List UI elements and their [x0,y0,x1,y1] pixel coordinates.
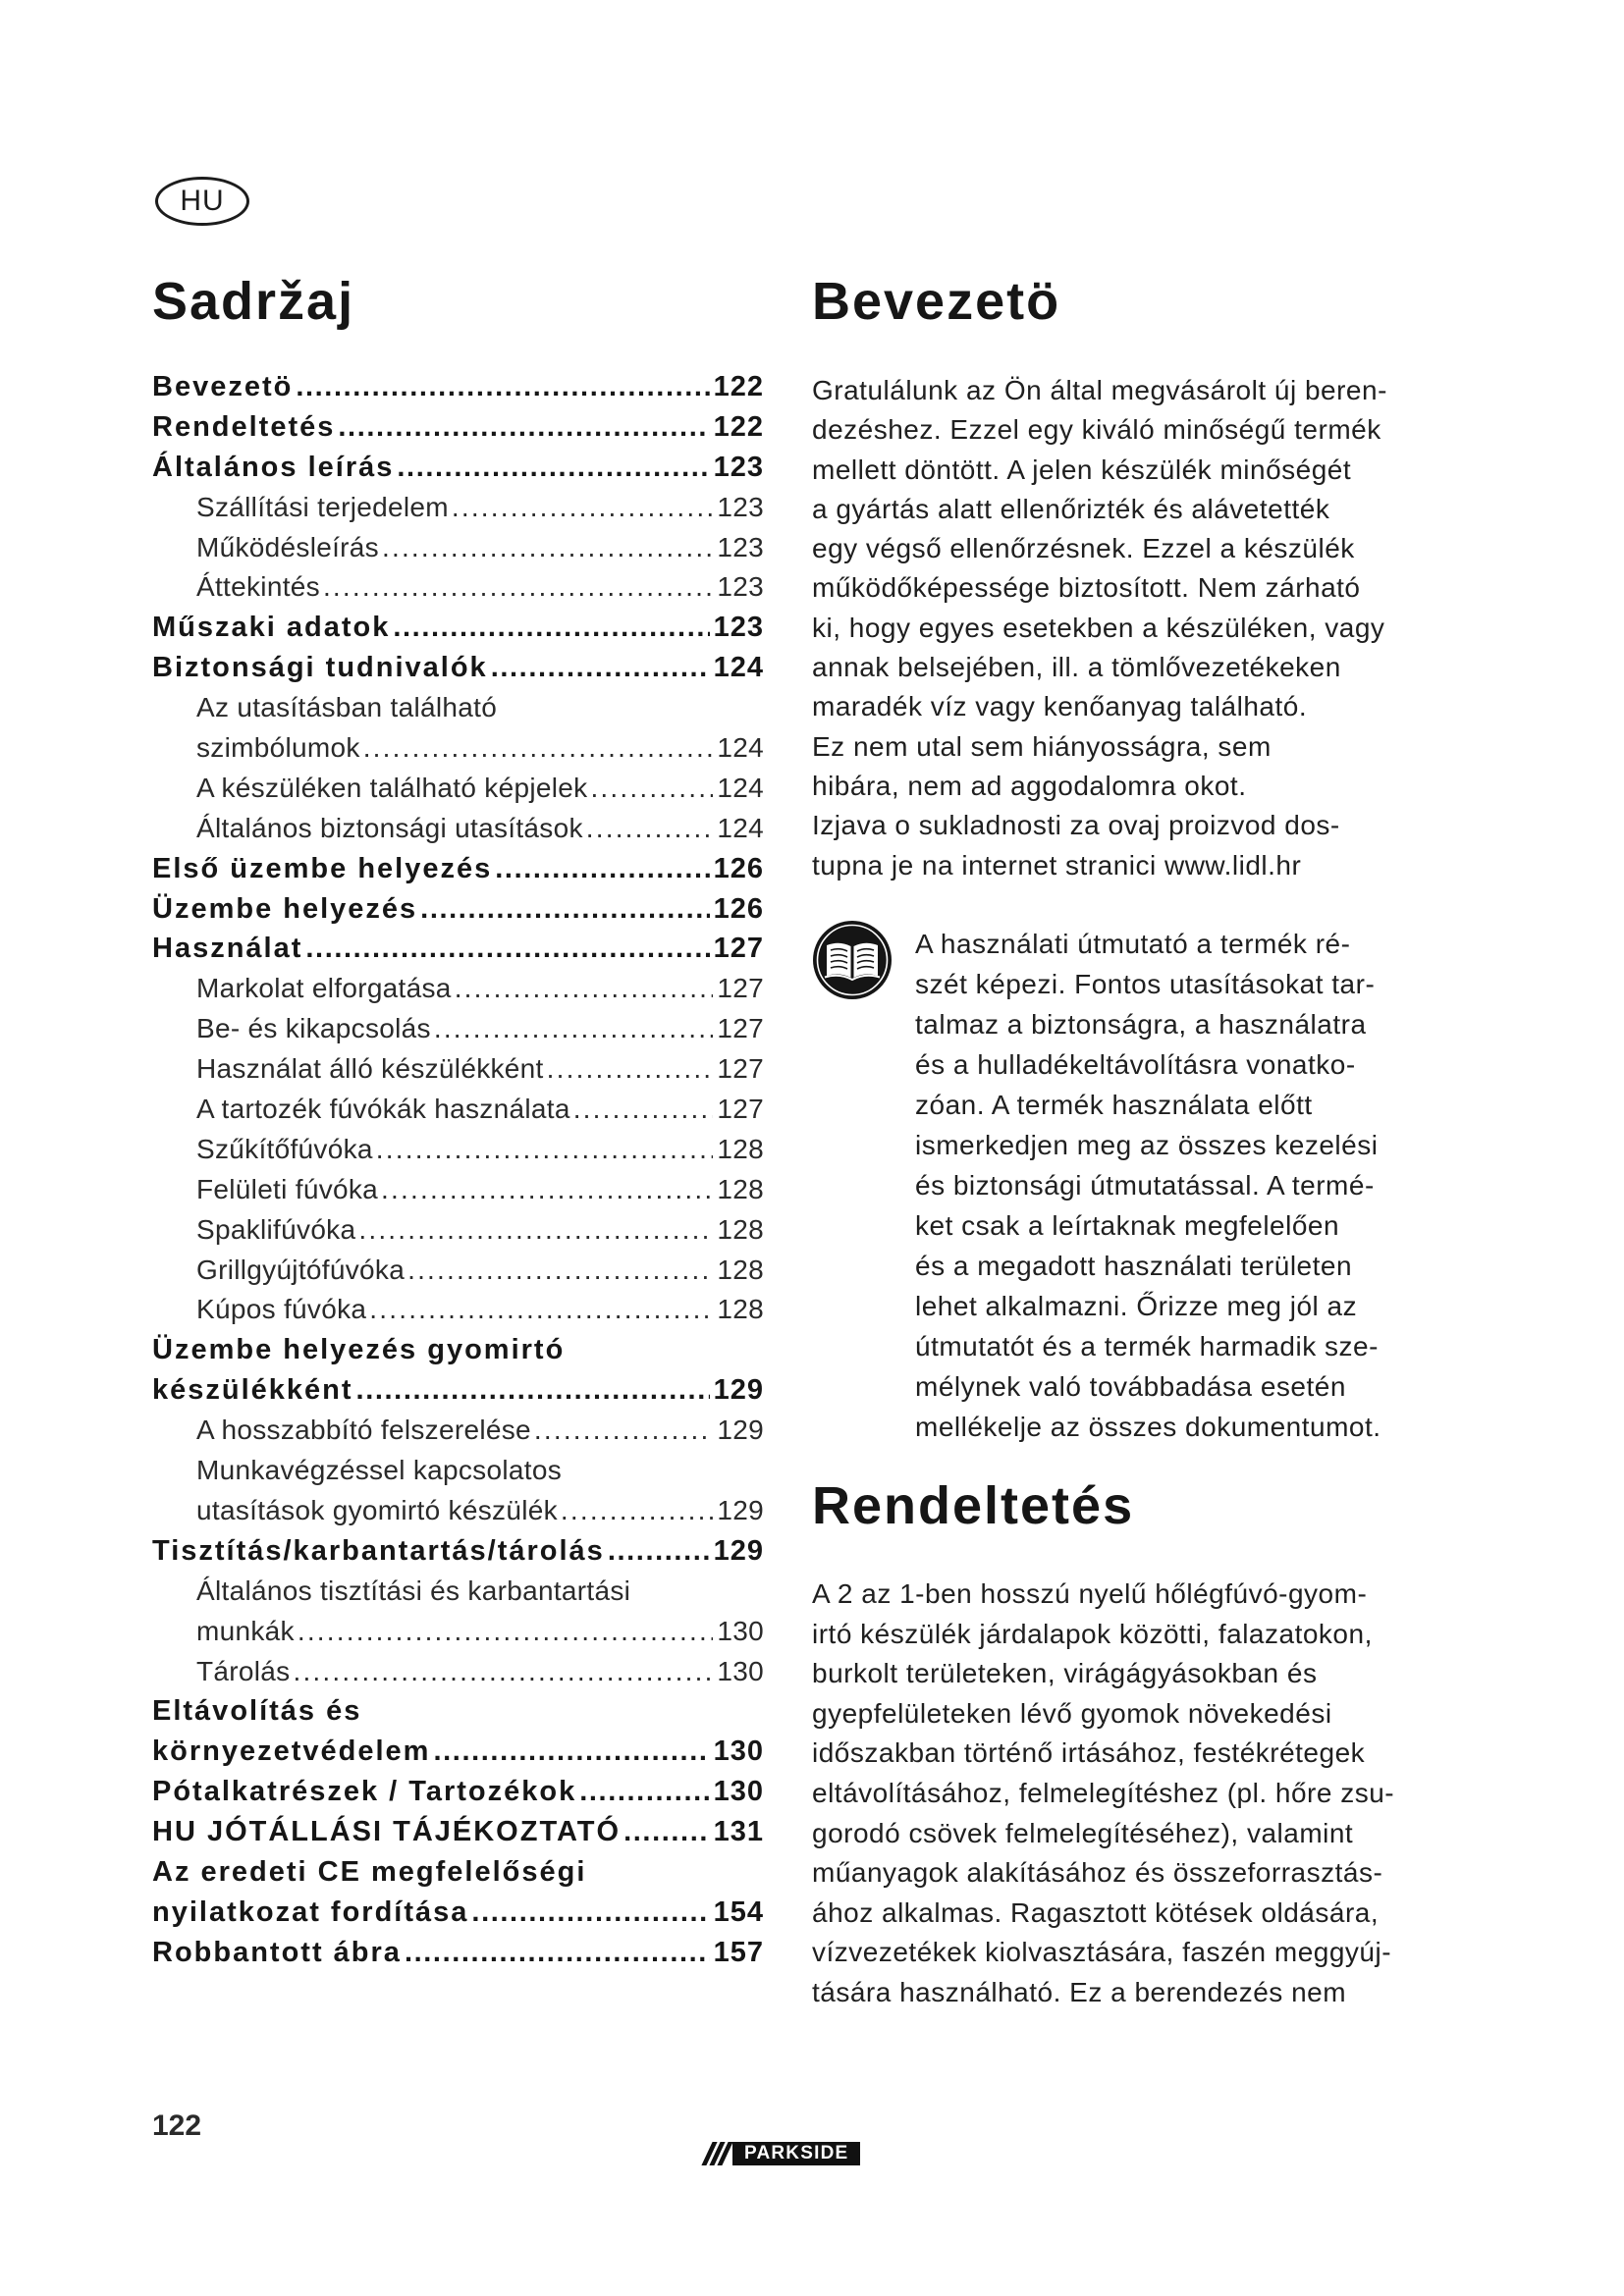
toc-subentry-label: Munkavégzéssel kapcsolatos [196,1455,562,1486]
toc-subentry-label: Tárolás [196,1655,291,1686]
toc-subentry-page: 127 [717,1013,764,1044]
text-line: tupna je na internet stranici www.lidl.hr [812,849,1302,881]
dot-leader [544,1049,714,1090]
toc-subentry-page: 123 [717,531,764,562]
text-line: és biztonsági útmutatással. A termé- [915,1170,1375,1201]
toc-subentry-page: 129 [717,1415,764,1446]
section-title-introduction: Bevezetö [812,272,1061,331]
toc-entry-page: 127 [713,933,764,965]
text-line: mellett döntött. A jelen készülék minőségét [812,454,1352,485]
dot-leader [492,849,709,889]
text-line: ki, hogy egyes esetekben a készüléken, vagy [812,612,1385,643]
text-line: mellékelje az összes dokumentumot. [915,1412,1381,1442]
dot-leader [583,809,714,849]
toc-section [152,1330,764,1530]
dot-leader [531,1411,713,1451]
toc-entry-page: 122 [713,371,764,402]
text-line: Izjava o sukladnosti za ovaj proizvod dos- [812,810,1340,841]
dot-leader [366,1290,713,1330]
text-line: működőképessége biztosított. Nem zárható [812,572,1361,604]
toc-entry-page: 129 [713,1534,764,1567]
toc-entry-page: 126 [713,852,764,884]
toc-section [152,1933,764,1973]
text-line: gyepfelületeken lévő gyomok növekedési [812,1697,1332,1729]
toc-section [152,448,764,609]
toc-entry-page: 124 [713,652,764,684]
toc-subentry-label: Működésleírás [196,531,379,562]
toc-entry-page: 130 [713,1735,764,1768]
language-badge: HU [155,177,249,226]
toc-entry [152,1691,764,1732]
toc-subentry [152,528,764,568]
introduction-paragraph [812,371,1387,885]
toc-section [152,849,764,889]
toc-entry [152,1330,764,1370]
toc-subentry-page: 127 [717,1094,764,1125]
dot-leader [390,608,709,648]
toc-subentry-label: A készüléken található képjelek [196,772,588,803]
dot-leader [394,448,709,488]
toc-entry-label-continued: nyilatkozat fordítása [152,1896,469,1928]
dot-leader [587,769,713,809]
dot-leader [320,567,713,608]
toc-subentry-page: 123 [717,571,764,603]
toc-section [152,1691,764,1772]
dot-leader [452,969,714,1009]
text-line: vízvezetékek kiolvasztására, faszén meggyúj- [812,1937,1392,1968]
toc-section [152,1812,764,1852]
toc-entry-label: Az eredeti CE megfelelőségi [152,1855,587,1888]
toc-section [152,1772,764,1812]
dot-leader [621,1812,710,1852]
dot-leader [353,1370,710,1411]
toc-section [152,1531,764,1692]
toc-section [152,889,764,930]
toc-subentry-label: Be- és kikapcsolás [196,1013,431,1044]
toc-entry-page: 154 [713,1896,764,1928]
text-line: tására használható. Ez a berendezés nem [812,1976,1347,2007]
toc-entry [152,849,764,889]
toc-entry [152,1852,764,1893]
toc-subentry [152,1210,764,1251]
toc-entry [152,1933,764,1973]
toc-subentry [152,567,764,608]
toc-subentry-page: 128 [717,1294,764,1325]
dot-leader [293,367,709,407]
toc-subentry-label-continued: utasítások gyomirtó készülék [196,1494,558,1525]
toc-entry-label: Üzembe helyezés gyomirtó [152,1334,566,1366]
logo-slashes [703,2142,732,2165]
text-line: a gyártás alatt ellenőrizték és alávetették [812,493,1330,524]
dot-leader [295,1612,714,1652]
toc-entry-page: 157 [713,1936,764,1968]
toc-subentry [152,728,764,769]
toc-subentry-label: Felületi fúvóka [196,1173,379,1204]
dot-leader [488,648,710,688]
toc-entry [152,1370,764,1411]
dot-leader [576,1772,709,1812]
toc-subentry-label: Általános biztonsági utasítások [196,812,583,843]
toc-subentry-label: Grillgyújtófúvóka [196,1254,406,1285]
toc-subentry-page: 130 [717,1615,764,1646]
toc-subentry-page: 129 [717,1494,764,1525]
toc-subentry-label: A hosszabbító felszerelése [196,1415,531,1446]
toc-entry-label: HU JÓTÁLLÁSI TÁJÉKOZTATÓ [152,1816,622,1848]
toc-subentry [152,1251,764,1291]
toc-subentry [152,1290,764,1330]
text-line: egy végső ellenőrzésnek. Ezzel a készülék [812,533,1355,564]
toc-subentry-label: Használat álló készülékként [196,1053,544,1085]
toc-entry [152,648,764,688]
toc-entry [152,1772,764,1812]
toc-subentry [152,809,764,849]
toc-subentry-label-continued: szimbólumok [196,732,360,764]
text-line: és a megadott használati területen [915,1251,1353,1281]
toc-subentry-label: A tartozék fúvókák használata [196,1094,570,1125]
toc-entry [152,889,764,930]
toc-entry-page: 126 [713,892,764,925]
dot-leader [431,1009,714,1049]
text-line: időszakban történő irtásához, festékrétegek [812,1737,1366,1769]
dot-leader [378,1170,713,1210]
toc-entry-label: Általános leírás [152,451,395,483]
toc-subentry [152,769,764,809]
dot-leader [558,1491,713,1531]
toc-subentry-label: Általános tisztítási és karbantartási [196,1575,631,1606]
toc-section [152,1852,764,1933]
toc-entry-label-continued: környezetvédelem [152,1735,431,1768]
toc-section [152,608,764,648]
toc-entry-page: 130 [713,1776,764,1808]
toc-subentry-page: 127 [717,973,764,1004]
toc-subentry-label: Spaklifúvóka [196,1213,356,1245]
toc-entry-page: 123 [713,451,764,483]
page-number: 122 [152,2109,202,2142]
toc-subentry [152,1451,764,1491]
text-line: gorodó csövek felmelegítéséhez), valamint [812,1817,1354,1848]
toc-subentry [152,1170,764,1210]
dot-leader [335,407,709,448]
toc-entry [152,1812,764,1852]
toc-section [152,367,764,407]
toc-subentry [152,1652,764,1692]
text-line: irtó készülék járdalapok közötti, falazatokon, [812,1618,1373,1649]
dot-leader [605,1531,710,1572]
section-title-intended-use: Rendeltetés [812,1476,1135,1535]
text-line: Ez nem utal sem hiányosságra, sem [812,730,1272,762]
dot-leader [468,1893,709,1933]
toc-subentry-page: 128 [717,1213,764,1245]
table-of-contents [152,367,764,1973]
toc-entry-label: Eltávolítás és [152,1695,362,1728]
toc-subentry [152,1572,764,1612]
toc-entry [152,407,764,448]
toc-subentry-label-continued: munkák [196,1615,295,1646]
manual-note [915,924,1381,1447]
toc-entry-label: Rendeltetés [152,410,336,443]
toc-subentry-page: 127 [717,1053,764,1085]
toc-subentry-page: 124 [717,772,764,803]
logo-wordmark: PARKSIDE [732,2142,860,2165]
toc-subentry [152,969,764,1009]
toc-entry-page: 131 [713,1816,764,1848]
toc-subentry-page: 130 [717,1655,764,1686]
toc-subentry [152,1049,764,1090]
toc-subentry [152,688,764,728]
text-line: mélynek való továbbadása esetén [915,1371,1346,1402]
dot-leader [302,929,709,969]
toc-title: Sadržaj [152,272,355,331]
text-line: burkolt területeken, virágágyásokban és [812,1658,1318,1689]
book-icon [812,920,893,1000]
text-line: A használati útmutató a termék ré- [915,929,1351,959]
toc-entry-label: Bevezetö [152,371,294,402]
toc-entry-page: 129 [713,1374,764,1407]
dot-leader [402,1933,710,1973]
text-line: műanyagok alakításához és összeforrasztás- [812,1857,1383,1889]
text-line: talmaz a biztonságra, a használatra [915,1009,1367,1040]
toc-subentry-label: Kúpos fúvóka [196,1294,367,1325]
toc-entry [152,1893,764,1933]
dot-leader [373,1130,714,1170]
text-line: zóan. A termék használata előtt [915,1090,1313,1120]
dot-leader [430,1732,709,1772]
text-line: és a hulladékeltávolításra vonatko- [915,1049,1356,1080]
toc-subentry [152,1411,764,1451]
toc-entry-label: Használat [152,933,303,965]
toc-entry-label-continued: készülékként [152,1374,353,1407]
toc-section [152,929,764,1330]
toc-entry-label: Üzembe helyezés [152,892,418,925]
text-line: hibára, nem ad aggodalomra okot. [812,770,1247,801]
text-line: dezéshez. Ezzel egy kiváló minőségű termék [812,414,1381,446]
toc-section [152,407,764,448]
text-line: lehet alkalmazni. Őrizze meg jól az [915,1291,1358,1321]
toc-subentry-page: 128 [717,1254,764,1285]
toc-subentry-page: 124 [717,732,764,764]
toc-subentry [152,1491,764,1531]
toc-entry-label: Robbantott ábra [152,1936,402,1968]
toc-entry-page: 123 [713,612,764,644]
toc-entry-label: Biztonsági tudnivalók [152,652,488,684]
toc-entry [152,1732,764,1772]
toc-entry-page: 122 [713,410,764,443]
intended-use-paragraph [812,1575,1394,2013]
dot-leader [290,1652,713,1692]
toc-subentry [152,1009,764,1049]
toc-subentry [152,1090,764,1130]
toc-entry [152,367,764,407]
toc-subentry-page: 123 [717,491,764,522]
toc-subentry [152,1130,764,1170]
text-line: maradék víz vagy kenőanyag található. [812,691,1308,722]
toc-subentry [152,1612,764,1652]
dot-leader [417,889,709,930]
toc-subentry-page: 124 [717,812,764,843]
text-line: ismerkedjen meg az összes kezelési [915,1130,1379,1160]
dot-leader [355,1210,713,1251]
dot-leader [360,728,714,769]
text-line: ket csak a leírtaknak megfelelően [915,1210,1340,1241]
toc-subentry-label: Az utasításban található [196,692,498,723]
toc-entry [152,929,764,969]
toc-entry [152,1531,764,1572]
toc-entry-label: Első üzembe helyezés [152,852,493,884]
text-line: szét képezi. Fontos utasításokat tar- [915,969,1376,999]
toc-subentry-label: Szállítási terjedelem [196,491,449,522]
toc-subentry-label: Áttekintés [196,571,320,603]
parkside-logo [703,2142,860,2165]
toc-entry-label: Tisztítás/karbantartás/tárolás [152,1534,605,1567]
text-line: A 2 az 1-ben hosszú nyelű hőlégfúvó-gyom- [812,1578,1368,1609]
toc-subentry-page: 128 [717,1133,764,1164]
toc-subentry-label: Markolat elforgatása [196,973,452,1004]
toc-entry-label: Pótalkatrészek / Tartozékok [152,1776,577,1808]
toc-entry-label: Műszaki adatok [152,612,391,644]
dot-leader [405,1251,713,1291]
text-line: ához alkalmas. Ragasztott kötések oldására, [812,1896,1380,1928]
text-line: eltávolításához, felmelegítéshez (pl. hőre zsu- [812,1777,1395,1808]
dot-leader [379,528,713,568]
text-line: Gratulálunk az Ön által megvásárolt új beren- [812,375,1387,405]
text-line: annak belsejében, ill. a tömlővezetékeken [812,652,1341,683]
dot-leader [449,488,714,528]
toc-subentry [152,488,764,528]
toc-subentry-page: 128 [717,1173,764,1204]
toc-entry [152,448,764,488]
toc-entry [152,608,764,648]
toc-subentry-label: Szűkítőfúvóka [196,1133,373,1164]
dot-leader [570,1090,714,1130]
text-line: útmutatót és a termék harmadik sze- [915,1331,1379,1362]
toc-section [152,648,764,848]
